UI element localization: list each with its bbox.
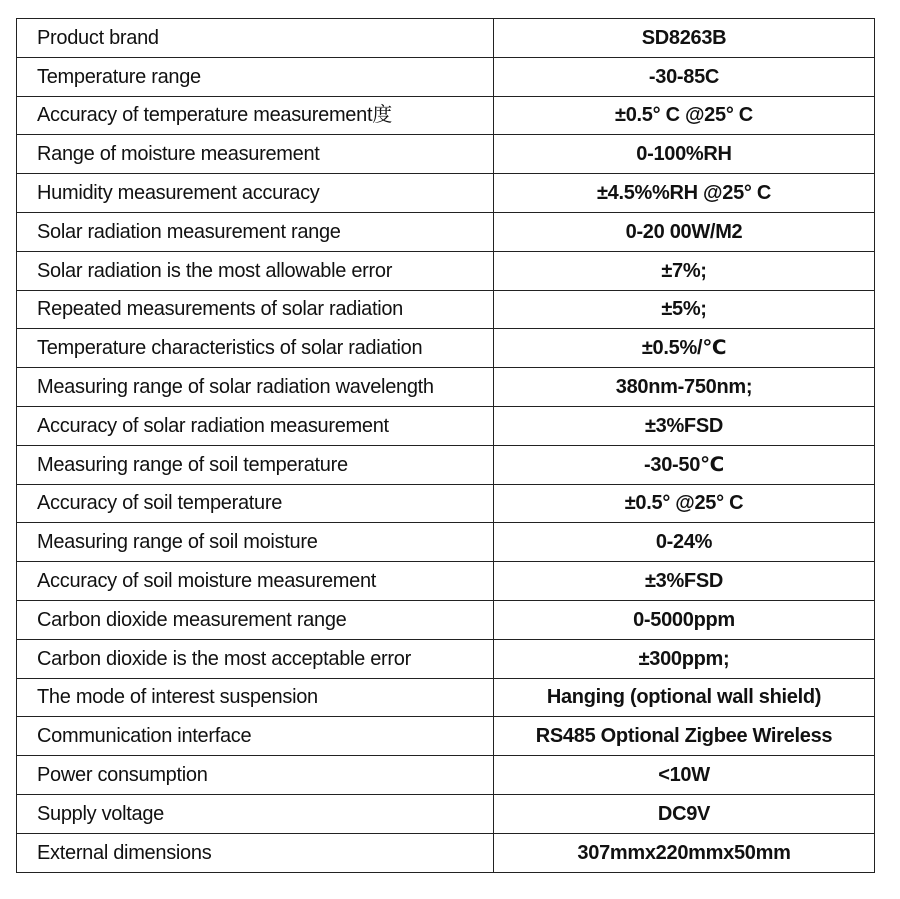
spec-value: DC9V [494,794,875,833]
spec-row [17,794,875,833]
spec-label: Measuring range of soil moisture [17,523,494,562]
spec-row [17,523,875,562]
spec-label: Solar radiation measurement range [17,212,494,251]
spec-row [17,57,875,96]
spec-value: ±3%FSD [494,406,875,445]
spec-value: RS485 Optional Zigbee Wireless [494,717,875,756]
spec-label: Product brand [17,19,494,58]
spec-row [17,756,875,795]
spec-value: ±4.5%%RH @25° C [494,174,875,213]
spec-label: External dimensions [17,833,494,872]
spec-row [17,290,875,329]
spec-table-body [17,19,875,873]
spec-value: 0-100%RH [494,135,875,174]
spec-label: Range of moisture measurement [17,135,494,174]
spec-label: Accuracy of temperature measurement度 [17,96,494,135]
spec-value: 307mmx220mmx50mm [494,833,875,872]
spec-value: ±300ppm; [494,639,875,678]
spec-value: <10W [494,756,875,795]
spec-row [17,96,875,135]
spec-label: Measuring range of soil temperature [17,445,494,484]
spec-value: Hanging (optional wall shield) [494,678,875,717]
spec-row [17,406,875,445]
spec-value: 380nm-750nm; [494,368,875,407]
spec-row [17,368,875,407]
spec-row [17,174,875,213]
spec-row [17,212,875,251]
spec-value: 0-20 00W/M2 [494,212,875,251]
spec-label: Measuring range of solar radiation wavelength [17,368,494,407]
spec-row [17,484,875,523]
spec-label: Carbon dioxide measurement range [17,600,494,639]
spec-value: ±7%; [494,251,875,290]
spec-label: Carbon dioxide is the most acceptable error [17,639,494,678]
spec-value: 0-5000ppm [494,600,875,639]
spec-row [17,329,875,368]
spec-row [17,135,875,174]
spec-row [17,445,875,484]
spec-value: ±0.5%/℃ [494,329,875,368]
spec-value: ±5%; [494,290,875,329]
spec-label: Supply voltage [17,794,494,833]
spec-label: Power consumption [17,756,494,795]
spec-row [17,19,875,58]
spec-row [17,678,875,717]
spec-label: Accuracy of soil moisture measurement [17,562,494,601]
spec-label: The mode of interest suspension [17,678,494,717]
spec-row [17,717,875,756]
spec-label: Solar radiation is the most allowable error [17,251,494,290]
spec-value: ±0.5° @25° C [494,484,875,523]
spec-label: Accuracy of solar radiation measurement [17,406,494,445]
spec-value: -30-85C [494,57,875,96]
spec-label: Repeated measurements of solar radiation [17,290,494,329]
spec-label: Temperature characteristics of solar radiation [17,329,494,368]
spec-value: -30-50℃ [494,445,875,484]
spec-value: 0-24% [494,523,875,562]
spec-row [17,562,875,601]
spec-table [16,18,875,873]
spec-label: Temperature range [17,57,494,96]
spec-row [17,600,875,639]
spec-value: ±0.5° C @25° C [494,96,875,135]
spec-value: ±3%FSD [494,562,875,601]
spec-row [17,639,875,678]
spec-row [17,833,875,872]
spec-label: Humidity measurement accuracy [17,174,494,213]
spec-row [17,251,875,290]
spec-label: Accuracy of soil temperature [17,484,494,523]
spec-label: Communication interface [17,717,494,756]
spec-value: SD8263B [494,19,875,58]
